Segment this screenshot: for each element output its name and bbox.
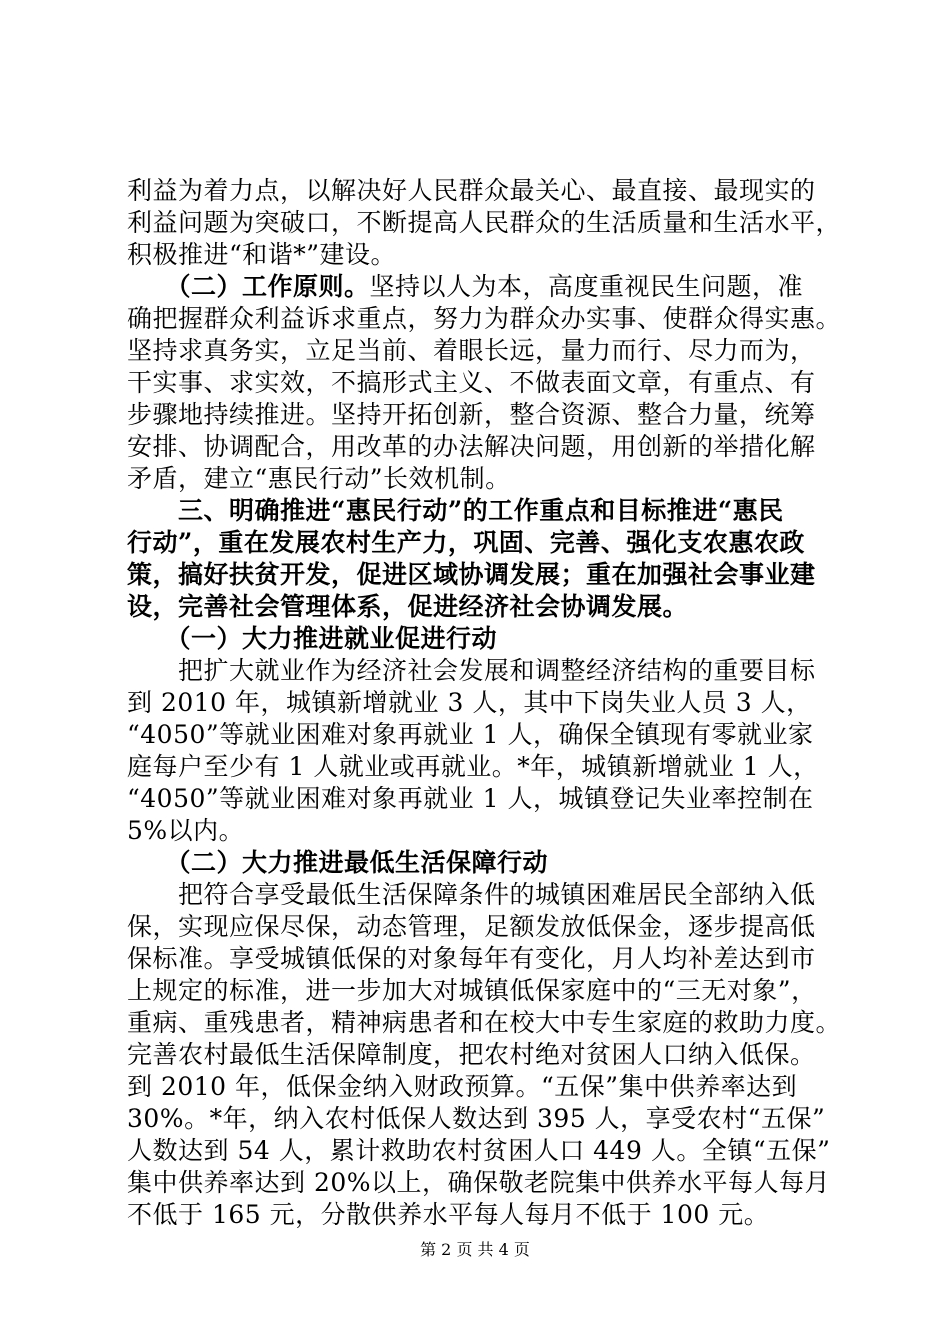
text-line: 干实事、求实效，不搞形式主义、不做表面文章，有重点、有 [127, 368, 816, 397]
text-line: 人数达到 54 人，累计救助农村贫困人口 449 人。全镇“五保” [127, 1136, 831, 1165]
text-line: 利益问题为突破口，不断提高人民群众的生活质量和生活水平， [127, 208, 842, 237]
text-line: 保标准。享受城镇低保的对象每年有变化，月人均补差达到市 [127, 944, 816, 973]
text-line: 步骤地持续推进。坚持开拓创新，整合资源、整合力量，统筹 [127, 400, 816, 429]
text-line: “4050”等就业困难对象再就业 1 人，城镇登记失业率控制在 [127, 784, 814, 813]
text-line: 不低于 165 元，分散供养水平每人每月不低于 100 元。 [127, 1200, 770, 1229]
text-line: 矛盾，建立“惠民行动”长效机制。 [127, 464, 511, 493]
paragraph-text: 坚持以人为本，高度重视民生问题，准 [369, 272, 804, 301]
text-line: 保，实现应保尽保，动态管理，足额发放低保金，逐步提高低 [127, 912, 816, 941]
text-line: 安排、协调配合，用改革的办法解决问题，用创新的举措化解 [127, 432, 816, 461]
text-line: 30%。*年，纳入农村低保人数达到 395 人，享受农村“五保” [127, 1104, 826, 1133]
text-line: 集中供养率达到 20%以上，确保敬老院集中供养水平每人每月 [127, 1168, 831, 1197]
text-line: 利益为着力点，以解决好人民群众最关心、最直接、最现实的 [127, 176, 816, 205]
text-line: 积极推进“和谐*”建设。 [127, 240, 397, 269]
text-line: （二）大力推进最低生活保障行动 [127, 848, 549, 877]
text-line: （一）大力推进就业促进行动 [127, 624, 498, 653]
text-line: 坚持求真务实，立足当前、着眼长远，量力而行、尽力而为， [127, 336, 816, 365]
section-heading: （二）工作原则。 [127, 272, 370, 301]
text-line: 三、明确推进“惠民行动”的工作重点和目标推进“惠民 [127, 496, 784, 525]
text-line: 5%以内。 [127, 816, 245, 845]
page-footer: 第 2 页 共 4 页 [420, 1240, 530, 1259]
text-line: 设，完善社会管理体系，促进经济社会协调发展。 [127, 592, 689, 621]
text-line: 重病、重残患者，精神病患者和在校大中专生家庭的救助力度。 [127, 1008, 842, 1037]
text-line: 把符合享受最低生活保障条件的城镇困难居民全部纳入低 [127, 880, 816, 909]
text-line: 策，搞好扶贫开发，促进区域协调发展；重在加强社会事业建 [127, 560, 816, 589]
text-line: 庭每户至少有 1 人就业或再就业。*年，城镇新增就业 1 人， [127, 752, 819, 781]
text-line: 到 2010 年，城镇新增就业 3 人，其中下岗失业人员 3 人， [127, 688, 812, 717]
text-line [127, 271, 847, 303]
text-line: 确把握群众利益诉求重点，努力为群众办实事、使群众得实惠。 [127, 304, 842, 333]
text-line: 完善农村最低生活保障制度，把农村绝对贫困人口纳入低保。 [127, 1040, 816, 1069]
text-line: “4050”等就业困难对象再就业 1 人，确保全镇现有零就业家 [127, 720, 814, 749]
text-line: 行动”，重在发展农村生产力，巩固、完善、强化支农惠农政 [127, 528, 805, 557]
text-line: 把扩大就业作为经济社会发展和调整经济结构的重要目标 [127, 656, 816, 685]
text-line: 到 2010 年，低保金纳入财政预算。“五保”集中供养率达到 [127, 1072, 798, 1101]
document-body [127, 175, 847, 1231]
text-line: 上规定的标准，进一步加大对城镇低保家庭中的“三无对象”， [127, 976, 817, 1005]
